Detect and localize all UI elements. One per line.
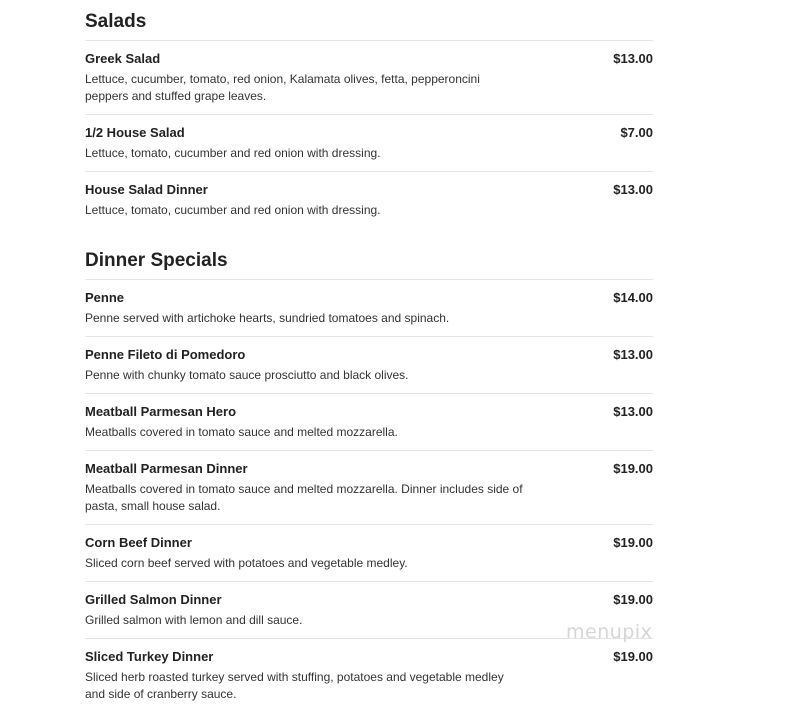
item-description: Meatballs covered in tomato sauce and melted mozzarella. [85,425,398,439]
item-price: $14.00 [613,290,653,305]
item-description: Penne with chunky tomato sauce prosciutto and black olives. [85,368,409,382]
item-name: Penne Fileto di Pomedoro [85,347,246,362]
item-name: Sliced Turkey Dinner [85,649,214,664]
item-price: $19.00 [613,461,653,476]
item-name: Meatball Parmesan Hero [85,404,237,419]
item-price: $13.00 [613,347,653,362]
item-description: Grilled salmon with lemon and dill sauce. [85,613,303,627]
item-price: $7.00 [620,125,653,140]
item-price: $13.00 [613,182,653,197]
menu [85,0,653,712]
item-name: Corn Beef Dinner [85,535,192,550]
menu-item [85,639,653,712]
item-price: $19.00 [613,649,653,664]
item-list [85,279,653,712]
section-title: Dinner Specials [85,250,228,271]
section-salads [85,0,653,228]
watermark-logo: menupix [566,621,653,643]
menu-item [85,41,653,115]
item-description: Penne served with artichoke hearts, sundried tomatoes and spinach. [85,311,450,325]
menu-item [85,337,653,394]
item-description: Sliced corn beef served with potatoes and vegetable medley. [85,556,408,570]
menu-item [85,280,653,337]
section-title: Salads [85,11,147,32]
item-price: $19.00 [613,592,653,607]
item-description: Lettuce, cucumber, tomato, red onion, Kalamata olives, fetta, pepperoncini peppers and stuffed grape leaves. [85,72,480,103]
menu-item [85,394,653,451]
item-name: Greek Salad [85,51,161,66]
menu-item [85,172,653,228]
item-name: Meatball Parmesan Dinner [85,461,248,476]
item-description: Meatballs covered in tomato sauce and melted mozzarella. Dinner includes side of pasta, small house salad. [85,482,523,513]
item-name: Penne [85,290,125,305]
menu-item [85,115,653,172]
item-name: 1/2 House Salad [85,125,185,140]
item-list [85,40,653,228]
item-description: Lettuce, tomato, cucumber and red onion with dressing. [85,146,381,160]
item-price: $13.00 [613,404,653,419]
item-price: $13.00 [613,51,653,66]
item-description: Sliced herb roasted turkey served with stuffing, potatoes and vegetable medley and side of cranberry sauce. [85,670,504,701]
item-name: House Salad Dinner [85,182,208,197]
item-description: Lettuce, tomato, cucumber and red onion with dressing. [85,203,381,217]
menu-item [85,525,653,582]
item-name: Grilled Salmon Dinner [85,592,222,607]
menu-item [85,451,653,525]
item-price: $19.00 [613,535,653,550]
